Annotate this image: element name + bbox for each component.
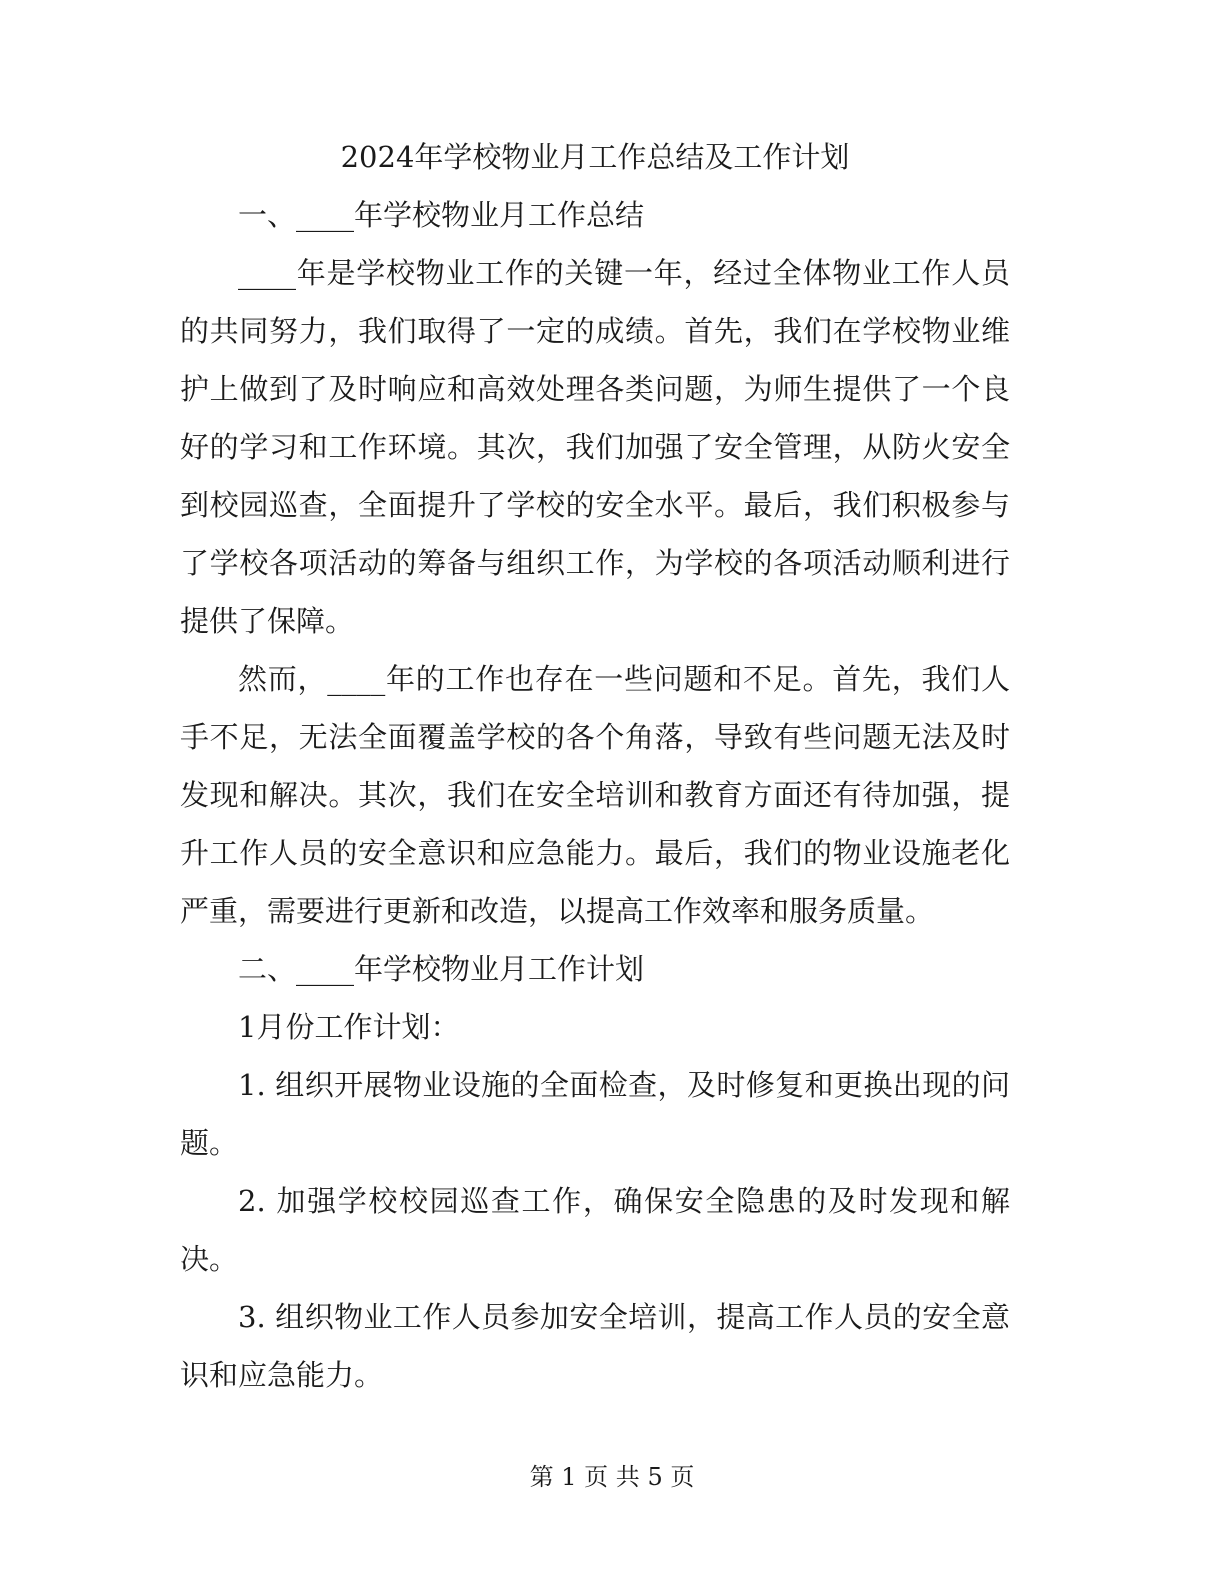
plan-item-2: 2. 加强学校校园巡查工作，确保安全隐患的及时发现和解决。 bbox=[180, 1184, 1010, 1276]
section-heading-plan: 二、____年学校物业月工作计划 bbox=[238, 952, 645, 986]
january-plan-heading: 1月份工作计划： bbox=[238, 1010, 460, 1044]
summary-paragraph: ____年是学校物业工作的关键一年，经过全体物业工作人员的共同努力，我们取得了一定的成绩。首先，我们在学校物业维护上做到了及时响应和高效处理各类问题，为师生提供了一个良好的学习和工作环境。其次，我们加强了安全管理，从防火安全到校园巡查，全面提升了学校的安全水平。最后，我们积极参与了学校各项活动的筹备与组织工作，为学校的各项活动顺利进行提供了保障。 bbox=[180, 256, 1010, 638]
plan-item-3: 3. 组织物业工作人员参加安全培训，提高工作人员的安全意识和应急能力。 bbox=[180, 1300, 1010, 1392]
section-heading-summary: 一、____年学校物业月工作总结 bbox=[238, 198, 645, 232]
problems-paragraph: 然而，____年的工作也存在一些问题和不足。首先，我们人手不足，无法全面覆盖学校的各个角落，导致有些问题无法及时发现和解决。其次，我们在安全培训和教育方面还有待加强，提升工作人员的安全意识和应急能力。最后，我们的物业设施老化严重，需要进行更新和改造，以提高工作效率和服务质量。 bbox=[180, 662, 1010, 928]
document-title: 2024年学校物业月工作总结及工作计划 bbox=[340, 140, 850, 174]
document-body bbox=[180, 128, 1030, 1404]
page-number-footer: 第 1 页 共 5 页 bbox=[529, 1463, 695, 1491]
plan-item-1: 1. 组织开展物业设施的全面检查，及时修复和更换出现的问题。 bbox=[180, 1068, 1010, 1160]
